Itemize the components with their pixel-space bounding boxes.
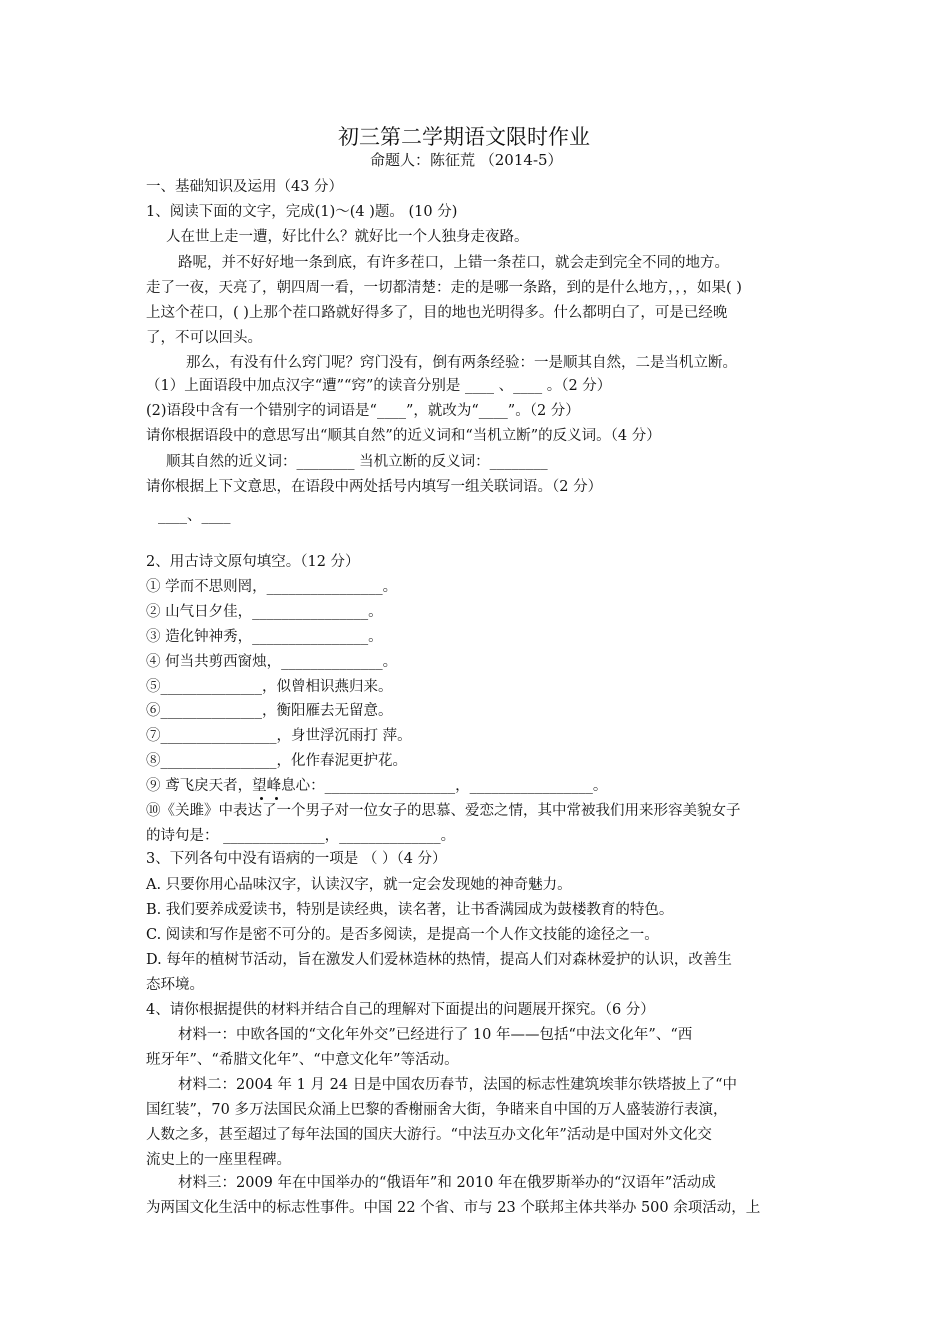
q1-sub4-answer: ____、____: [158, 508, 231, 524]
author-line: 命题人：陈征荒 （2014-5）: [370, 151, 563, 169]
section-heading: 一、基础知识及运用（43 分）: [146, 179, 344, 195]
q4-prompt: 4、请你根据提供的材料并结合自己的理解对下面提出的问题展开探究。（6 分）: [146, 1002, 655, 1018]
q2-item: ② 山气日夕佳，________________。: [146, 604, 383, 620]
q4-material-line: 材料一：中欧各国的“文化年外交”已经进行了 10 年——包括“中法文化年”、“西: [178, 1027, 693, 1043]
q3-option: 态环境。: [146, 977, 204, 993]
q3-option: C. 阅读和写作是密不可分的。是否多阅读，是提高一个人作文技能的途径之一。: [146, 927, 659, 943]
q2-item: ⑦________________，身世浮沉雨打 萍。: [146, 728, 412, 744]
emphasis-dot: [275, 797, 278, 800]
q1-sub1: （1）上面语段中加点汉字“遭”“窍”的读音分别是 ____ 、____ 。（2 分）: [146, 378, 612, 394]
q1-passage-line: 走了一夜，天亮了，朝四周一看，一切都清楚：走的是哪一条路，到的是什么地方，，，如果( ): [146, 280, 742, 296]
q1-passage-line: 那么，有没有什么窍门呢？窍门没有，倒有两条经验：一是顺其自然，二是当机立断。: [186, 355, 737, 371]
q4-material-line: 国红装”，70 多万法国民众涌上巴黎的香榭丽舍大街，争睹来自中国的万人盛装游行表演，: [146, 1102, 728, 1118]
q4-material-line: 材料二：2004 年 1 月 24 日是中国农历春节，法国的标志性建筑埃菲尔铁塔披上了“中: [178, 1077, 738, 1093]
q4-material-line: 材料三：2009 年在中国举办的“俄语年”和 2010 年在俄罗斯举办的“汉语年”活动成: [178, 1175, 716, 1191]
q1-prompt: 1、阅读下面的文字，完成(1)～(4 )题。 (10 分): [146, 204, 458, 220]
q2-item: 的诗句是： ______________，______________。: [146, 828, 456, 844]
q2-item: ④ 何当共剪西窗烛，______________。: [146, 654, 398, 670]
q3-prompt: 3、下列各句中没有语病的一项是 （ ）（4 分）: [146, 851, 447, 867]
q2-item: ⑤______________，似曾相识燕归来。: [146, 679, 393, 695]
q4-material-line: 流史上的一座里程碑。: [146, 1152, 291, 1168]
q2-prompt: 2、用古诗文原句填空。（12 分）: [146, 554, 360, 570]
page-title: 初三第二学期语文限时作业: [338, 125, 590, 149]
q1-passage-line: 了，不可以回头。: [146, 330, 262, 346]
q4-material-line: 班牙年”、“希腊文化年”、“中意文化年”等活动。: [146, 1052, 459, 1068]
emphasis-dot: [260, 797, 263, 800]
q3-option: A. 只要你用心品味汉字，认读汉字，就一定会发现她的神奇魅力。: [146, 877, 572, 893]
q4-material-line: 人数之多，甚至超过了每年法国的国庆大游行。“中法互办文化年”活动是中国对外文化交: [146, 1127, 712, 1143]
q2-item: ③ 造化钟神秀，________________。: [146, 629, 383, 645]
q4-material-line: 为两国文化生活中的标志性事件。中国 22 个省、市与 23 个联邦主体共举办 500 余项活动，上: [146, 1200, 761, 1216]
q3-option: D. 每年的植树节活动，旨在激发人们爱林造林的热情，提高人们对森林爱护的认识，改善生: [146, 952, 732, 968]
q2-item: ⑩《关雎》中表达了一个男子对一位女子的思慕、爱恋之情，其中常被我们用来形容美貌女子: [146, 803, 741, 819]
q3-option: B. 我们要养成爱读书，特别是读经典，读名著，让书香满园成为鼓楼教育的特色。: [146, 902, 674, 918]
q2-item: ① 学而不思则罔，________________。: [146, 579, 398, 595]
q1-sub4: 请你根据上下文意思，在语段中两处括号内填写一组关联词语。（2 分）: [146, 479, 603, 495]
q1-passage-line: 人在世上走一遭，好比什么？就好比一个人独身走夜路。: [166, 229, 529, 245]
q1-passage-line: 上这个茬口，( )上那个茬口路就好得多了，目的地也光明得多。什么都明白了，可是已经晚: [146, 305, 728, 321]
q1-sub2: (2)语段中含有一个错别字的词语是“____”，就改为“____”。（2 分）: [146, 403, 580, 419]
q1-sub3-answer: 顺其自然的近义词：________ 当机立断的反义词：________: [166, 454, 548, 470]
q2-item: ⑧________________，化作春泥更护花。: [146, 753, 407, 769]
q2-item: ⑨ 鸢飞戾天者，望峰息心：__________________，_________________。: [146, 778, 608, 794]
q2-item: ⑥______________，衡阳雁去无留意。: [146, 703, 393, 719]
q1-passage-line: 路呢，并不好好地一条到底，有许多茬口，上错一条茬口，就会走到完全不同的地方。: [178, 255, 729, 271]
q1-sub3: 请你根据语段中的意思写出“顺其自然”的近义词和“当机立断”的反义词。（4 分）: [146, 428, 661, 444]
